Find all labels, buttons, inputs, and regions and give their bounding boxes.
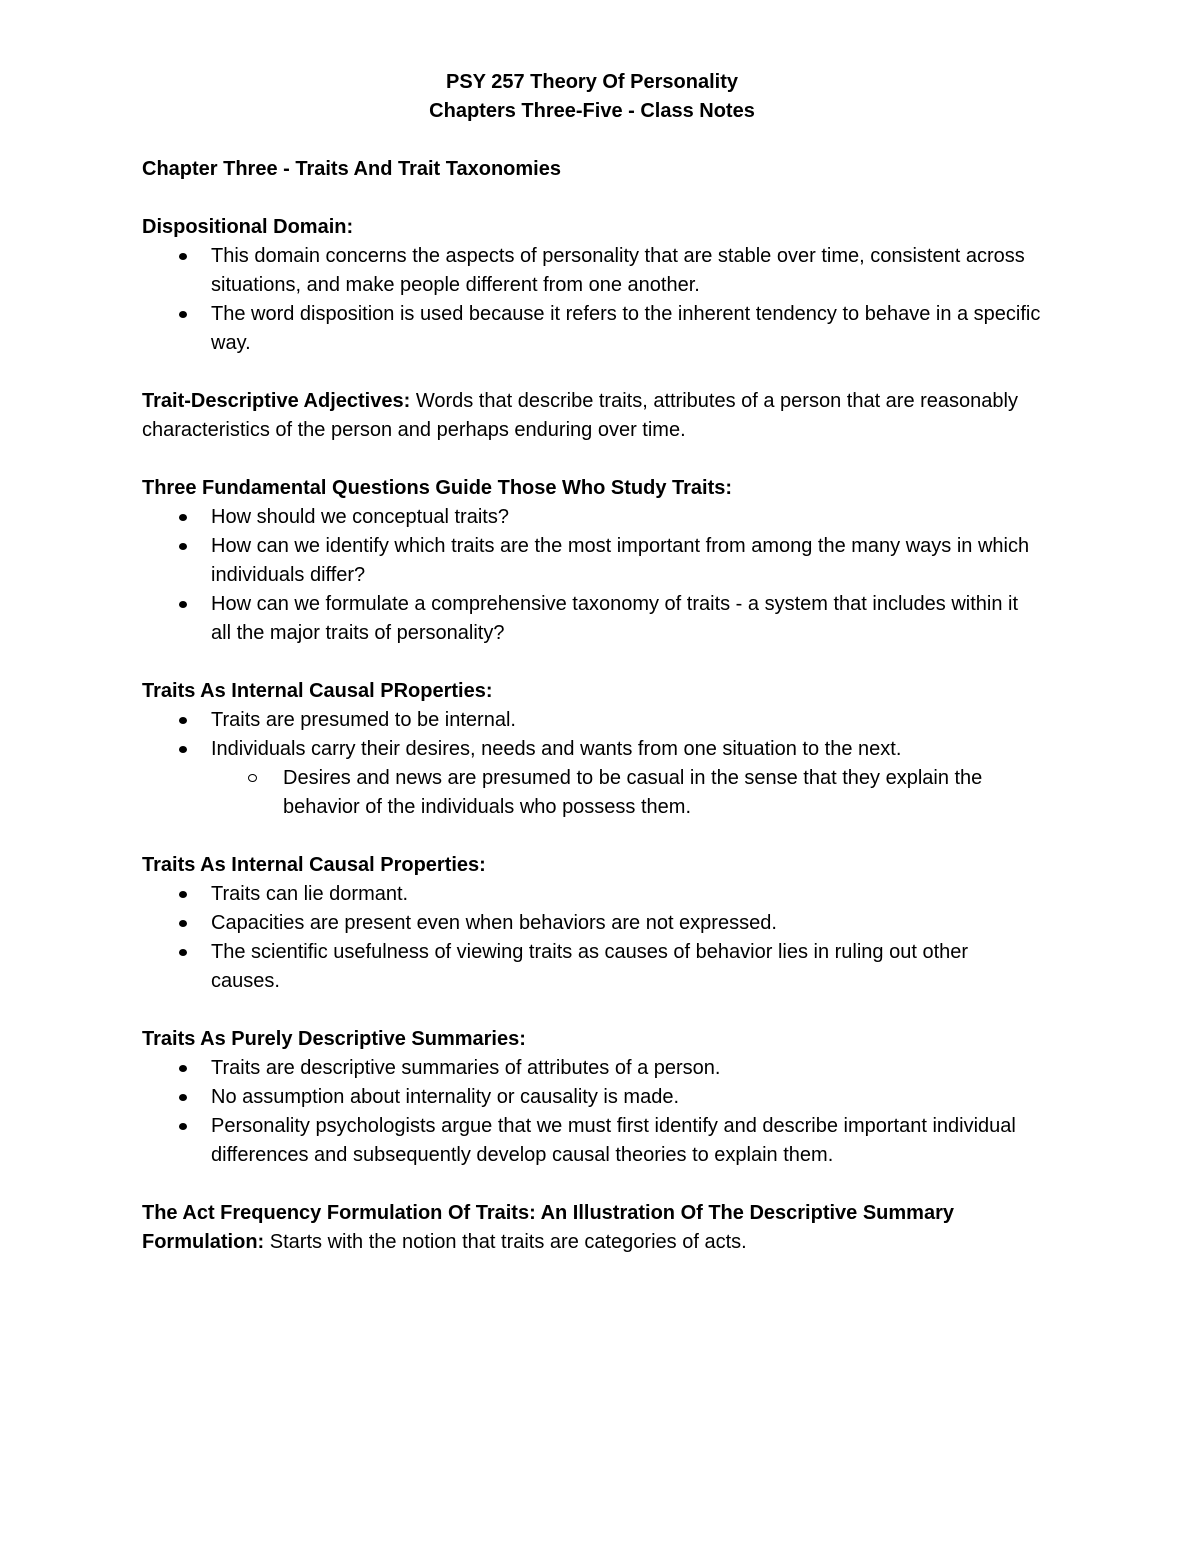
internal-1-list bbox=[142, 706, 1042, 822]
section-heading-questions: Three Fundamental Questions Guide Those Who Study Traits: bbox=[142, 477, 733, 499]
section-heading-descriptive: Traits As Purely Descriptive Summaries: bbox=[142, 1028, 526, 1050]
bullet-icon bbox=[179, 1123, 187, 1130]
trait-adjectives-text: Words that describe traits, attributes of a person that are reasonably characteristics of the person and perhaps enduring over time. bbox=[142, 390, 1018, 441]
section-heading-internal-1: Traits As Internal Causal PRoperties: bbox=[142, 680, 493, 702]
bullet-icon bbox=[179, 1094, 187, 1101]
act-frequency-text: Starts with the notion that traits are categories of acts. bbox=[264, 1231, 747, 1253]
descriptive-list bbox=[142, 1054, 1042, 1170]
hollow-bullet-icon bbox=[248, 774, 257, 782]
bullet-icon bbox=[179, 311, 187, 318]
bullet-icon bbox=[179, 1065, 187, 1072]
list-item: The word disposition is used because it refers to the inherent tendency to behave in a specific way. bbox=[142, 300, 1042, 358]
list-item: No assumption about internality or causality is made. bbox=[142, 1083, 1042, 1112]
list-item: Traits can lie dormant. bbox=[142, 880, 1042, 909]
list-item: The scientific usefulness of viewing traits as causes of behavior lies in ruling out other causes. bbox=[142, 938, 1042, 996]
bullet-icon bbox=[179, 601, 187, 608]
list-item: This domain concerns the aspects of personality that are stable over time, consistent across situations, and make people different from one another. bbox=[142, 242, 1042, 300]
list-item: Individuals carry their desires, needs and wants from one situation to the next. Desires and news are presumed to be casual in the sense that they explain the behavior of the individuals who possess them. bbox=[142, 735, 1042, 822]
trait-adjectives-paragraph bbox=[142, 387, 1042, 445]
list-item: How can we formulate a comprehensive taxonomy of traits - a system that includes within it all the major traits of personality? bbox=[142, 590, 1042, 648]
bullet-icon bbox=[179, 949, 187, 956]
document-page bbox=[142, 68, 1042, 1257]
list-item: Capacities are present even when behaviors are not expressed. bbox=[142, 909, 1042, 938]
questions-list bbox=[142, 503, 1042, 648]
bullet-icon bbox=[179, 746, 187, 753]
list-item: Traits are presumed to be internal. bbox=[142, 706, 1042, 735]
list-item: How can we identify which traits are the most important from among the many ways in which individuals differ? bbox=[142, 532, 1042, 590]
dispositional-list bbox=[142, 242, 1042, 358]
bullet-icon bbox=[179, 514, 187, 521]
notes-subtitle: Chapters Three-Five - Class Notes bbox=[429, 100, 755, 122]
document-title bbox=[142, 68, 1042, 126]
section-heading-internal-2: Traits As Internal Causal Properties: bbox=[142, 854, 486, 876]
chapter-heading: Chapter Three - Traits And Trait Taxonomies bbox=[142, 158, 561, 180]
list-item: Traits are descriptive summaries of attributes of a person. bbox=[142, 1054, 1042, 1083]
internal-2-list bbox=[142, 880, 1042, 996]
bullet-icon bbox=[179, 253, 187, 260]
trait-adjectives-label: Trait-Descriptive Adjectives: bbox=[142, 390, 411, 412]
list-item: Personality psychologists argue that we must first identify and describe important individual differences and subsequently develop causal theories to explain them. bbox=[142, 1112, 1042, 1170]
list-item: How should we conceptual traits? bbox=[142, 503, 1042, 532]
course-title: PSY 257 Theory Of Personality bbox=[446, 71, 738, 93]
bullet-icon bbox=[179, 543, 187, 550]
bullet-icon bbox=[179, 891, 187, 898]
act-frequency-paragraph bbox=[142, 1199, 1042, 1257]
act-frequency-label: The Act Frequency Formulation Of Traits: An Illustration Of The Descriptive Summary Formulation: bbox=[142, 1202, 954, 1253]
section-heading-dispositional: Dispositional Domain: bbox=[142, 216, 354, 238]
internal-1-sublist bbox=[211, 764, 1042, 822]
bullet-icon bbox=[179, 920, 187, 927]
bullet-icon bbox=[179, 717, 187, 724]
sub-list-item: Desires and news are presumed to be casual in the sense that they explain the behavior of the individuals who possess them. bbox=[211, 764, 1042, 822]
